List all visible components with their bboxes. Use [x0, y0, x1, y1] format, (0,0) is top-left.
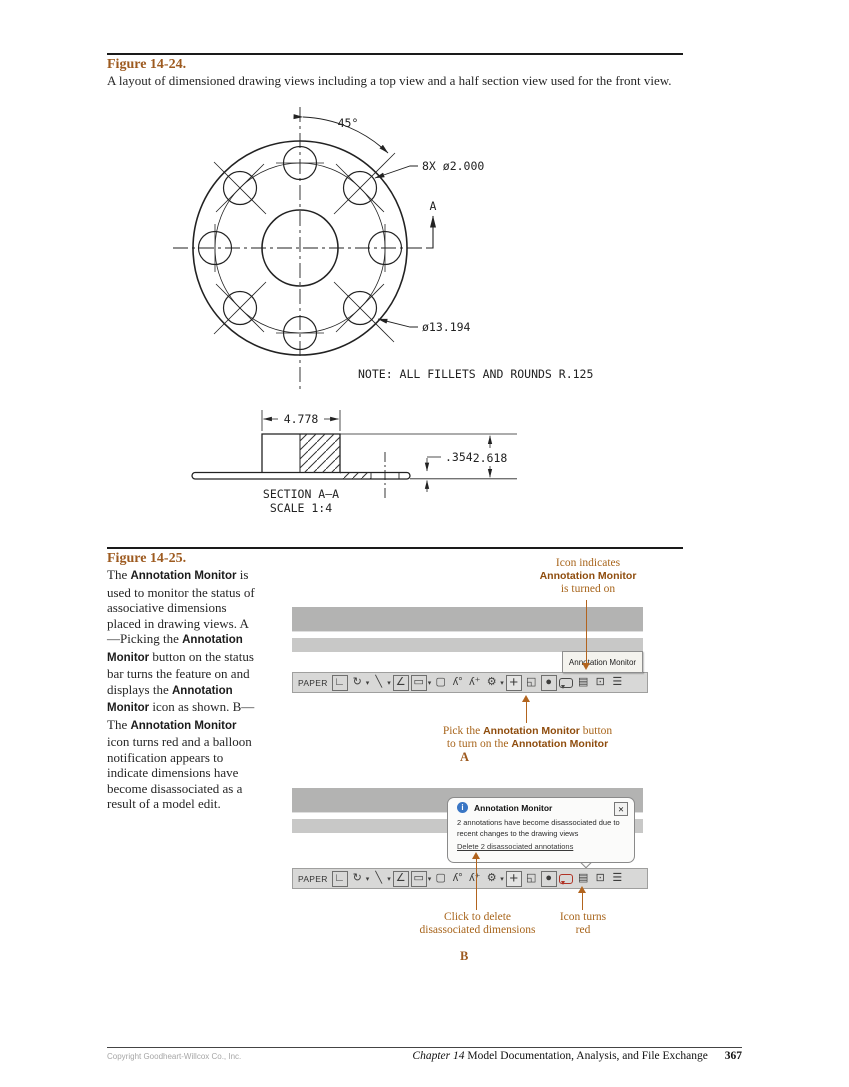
diameter-leader — [378, 319, 418, 327]
ortho-angle-icon[interactable]: ∠ — [393, 675, 409, 691]
balloon-message: 2 annotations have become disassociated due to recent changes to the drawing views — [457, 818, 620, 838]
object-snap-icon[interactable]: ╲ — [375, 872, 383, 884]
screenshot-a — [292, 607, 643, 694]
annotation-scale-icon[interactable]: ⚙ — [486, 676, 497, 688]
holes-leader — [375, 166, 418, 178]
callout-b-right — [540, 911, 626, 937]
thickness-dim-text: .354 — [445, 450, 473, 464]
scale-label: SCALE 1:4 — [269, 501, 333, 515]
callout-arrow-b-icon — [582, 892, 583, 910]
polar-tracking-icon[interactable]: ↻ — [352, 676, 362, 688]
selection-cycling-icon[interactable]: ▢ — [435, 872, 446, 884]
height-dim-text: 2.618 — [472, 451, 508, 465]
selection-cycling-icon[interactable]: ▢ — [435, 676, 446, 688]
diameter-dim-text: ø13.194 — [422, 320, 471, 334]
centerlines — [173, 107, 427, 392]
object-snap-icon[interactable]: ╲ — [375, 676, 383, 688]
annotation-monitor-status-icon[interactable] — [559, 675, 574, 691]
isolate-objects-icon[interactable]: ● — [541, 675, 557, 691]
grid-display-icon[interactable]: ▭ — [411, 871, 427, 887]
callout-a-top — [505, 557, 671, 597]
customization-menu-icon[interactable]: ☰ — [612, 872, 623, 884]
text-run: to turn on the — [446, 738, 512, 751]
callout-arrow-a-top — [586, 600, 587, 664]
text-run: button on the status bar turns the feature on and displays the — [107, 648, 254, 697]
close-icon[interactable]: ✕ — [614, 802, 628, 816]
page-number: 367 — [724, 1050, 742, 1062]
figure-24-label: Figure 14-24. — [107, 57, 187, 72]
dropdown-arrow-icon[interactable]: ▾ — [365, 679, 370, 687]
callout-line: Icon turns — [559, 911, 607, 923]
annotation-visibility-icon[interactable]: ʎ° — [452, 872, 463, 884]
text-run: is used to monitor the status of associative dimensions placed in drawing views. A—Picking the — [107, 567, 255, 646]
paper-space-label[interactable]: PAPER — [298, 873, 328, 884]
bold-ui-term: Annotation Monitor — [511, 738, 609, 751]
footer-rule — [107, 1047, 742, 1048]
dropdown-arrow-icon[interactable]: ▾ — [365, 875, 370, 883]
paper-space-label[interactable]: PAPER — [298, 677, 328, 688]
callout-line: disassociated dimensions — [419, 924, 536, 937]
screenshot-b — [292, 788, 643, 889]
chapter-title: Model Documentation, Analysis, and File Exchange — [467, 1050, 708, 1062]
drawing-note: NOTE: ALL FILLETS AND ROUNDS R.125 — [358, 367, 594, 381]
callout-line — [390, 725, 665, 738]
callout-line: is turned on — [560, 583, 616, 596]
status-bar-a — [292, 672, 648, 693]
auto-annotation-scale-icon[interactable]: ʎ⁺ — [469, 676, 481, 688]
annotation-scale-icon[interactable]: ⚙ — [486, 872, 497, 884]
annotation-monitor-tooltip: Annotation Monitor — [562, 651, 643, 673]
text-run: button — [579, 725, 613, 737]
callout-line: red — [575, 924, 591, 937]
dropdown-arrow-icon[interactable]: ▾ — [387, 875, 391, 883]
speech-bubble-icon — [559, 874, 573, 884]
angle-dim-text: 45° — [337, 116, 359, 130]
bold-ui-term: Annotation Monitor — [107, 634, 243, 664]
drawing-file-icon[interactable]: ▤ — [578, 676, 589, 688]
isolate-objects-icon[interactable]: ● — [541, 871, 557, 887]
callout-arrow-b-link — [476, 858, 477, 910]
annotation-monitor-status-icon[interactable] — [559, 871, 574, 887]
bold-ui-term: Annotation Monitor — [130, 570, 237, 582]
dropdown-arrow-icon[interactable]: ▾ — [500, 875, 504, 883]
dropdown-arrow-icon[interactable]: ▾ — [427, 679, 432, 687]
chapter-label: Chapter 14 — [412, 1050, 465, 1062]
drawing-area-band — [292, 607, 643, 632]
figure-24-rule — [107, 53, 683, 55]
footer-copyright: Copyright Goodheart-Willcox Co., Inc. — [107, 1052, 242, 1061]
layout-band — [292, 638, 643, 652]
holes-dim-text: 8X ø2.000 — [422, 159, 485, 173]
text-run: The — [107, 567, 131, 582]
text-run: icon turns red and a balloon notification appears to indicate dimensions have become disassociated as a result of a model edit. — [107, 734, 252, 811]
display-viewport-icon[interactable]: ⊡ — [595, 872, 605, 884]
speech-bubble-icon — [559, 678, 573, 688]
bold-ui-term: Annotation Monitor — [107, 684, 233, 714]
callout-line — [390, 738, 665, 751]
snap-mode-icon[interactable]: ∟ — [332, 675, 348, 691]
figure-24-caption: A layout of dimensioned drawing views including a top view and a half section view used for the front view. — [107, 73, 672, 88]
figure-25-rule — [107, 547, 683, 549]
ortho-angle-icon[interactable]: ∠ — [393, 871, 409, 887]
annotation-monitor-button-icon[interactable]: + — [506, 675, 522, 691]
dropdown-arrow-icon[interactable]: ▾ — [500, 679, 504, 687]
auto-annotation-scale-icon[interactable]: ʎ⁺ — [469, 872, 481, 884]
cutting-plane-arrow — [427, 216, 433, 248]
snap-mode-icon[interactable]: ∟ — [332, 871, 348, 887]
display-viewport-icon[interactable]: ⊡ — [595, 676, 605, 688]
callout-a-bottom — [390, 725, 665, 751]
quick-properties-icon[interactable]: ◱ — [526, 872, 537, 884]
footer-chapter — [412, 1050, 742, 1062]
text-run: icon as shown. B—The — [107, 699, 255, 732]
width-dim-text: 4.778 — [283, 412, 319, 426]
top-view — [173, 107, 433, 392]
callout-line: Click to delete — [443, 911, 512, 923]
quick-properties-icon[interactable]: ◱ — [526, 676, 537, 688]
grid-display-icon[interactable]: ▭ — [411, 675, 427, 691]
callout-line: Icon indicates — [555, 557, 621, 569]
info-icon: i — [457, 802, 468, 813]
dropdown-arrow-icon[interactable]: ▾ — [427, 875, 432, 883]
figure-14-24-drawing — [110, 100, 690, 520]
hole-centermarks — [214, 153, 395, 342]
annotation-visibility-icon[interactable]: ʎ° — [452, 676, 463, 688]
callout-arrow-a-bottom — [526, 701, 527, 723]
annotation-monitor-button-icon[interactable]: + — [506, 871, 522, 887]
figure-25-caption — [107, 567, 259, 812]
callout-line-bold: Annotation Monitor — [539, 570, 637, 583]
balloon-title: Annotation Monitor — [474, 803, 553, 813]
drawing-file-icon[interactable]: ▤ — [578, 872, 589, 884]
bold-ui-term: Annotation Monitor — [130, 719, 237, 732]
status-bar-b — [292, 868, 648, 889]
text-run: Pick the — [442, 725, 484, 737]
delete-annotations-link[interactable]: Delete 2 disassociated annotations — [457, 842, 574, 851]
polar-tracking-icon[interactable]: ↻ — [352, 872, 362, 884]
section-label: SECTION A–A — [262, 487, 340, 501]
figure-part-label-a: A — [460, 750, 470, 764]
cutting-plane-label: A — [429, 199, 437, 213]
figure-part-label-b: B — [460, 949, 469, 963]
bold-ui-term: Annotation Monitor — [483, 725, 580, 737]
dropdown-arrow-icon[interactable]: ▾ — [387, 679, 391, 687]
figure-25-label: Figure 14-25. — [107, 551, 187, 566]
customization-menu-icon[interactable]: ☰ — [612, 676, 623, 688]
